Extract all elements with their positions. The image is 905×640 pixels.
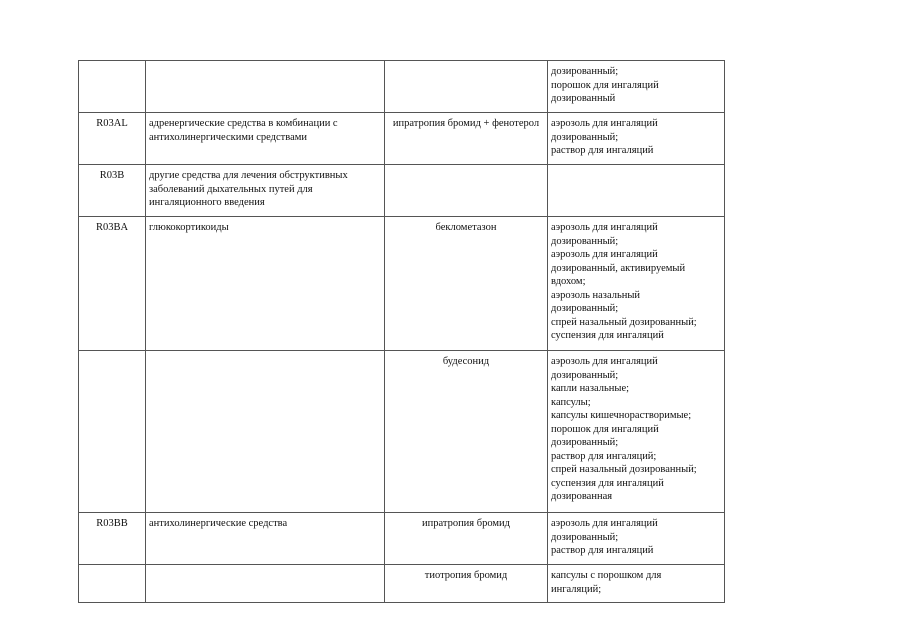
dosage-form-line: спрей назальный дозированный;: [551, 464, 697, 475]
dosage-form-line: спрей назальный дозированный;: [551, 316, 697, 328]
dosage-form-line: капсулы;: [551, 396, 591, 408]
dosage-form-line: дозированный;: [551, 303, 619, 314]
group-name-cell: [146, 351, 385, 513]
dosage-form-line: вдохом;: [551, 276, 586, 287]
drug-name-cell: [385, 165, 548, 217]
table-row: [79, 513, 725, 565]
dosage-form-cell: [548, 165, 725, 217]
dosage-form-line: дозированный;: [551, 369, 619, 381]
drug-name-cell: ипратропия бромид: [385, 513, 548, 565]
drug-name-cell: беклометазон: [385, 217, 548, 351]
dosage-form-line: аэрозоль для ингаляций: [551, 249, 658, 260]
dosage-form-cell: [548, 513, 725, 565]
drug-name-cell: ипратропия бромид + фенотерол: [385, 113, 548, 165]
group-name-cell: [146, 565, 385, 603]
table-row: [79, 565, 725, 603]
group-name-cell: адренергические средства в комбинации с антихолинергическими средствами: [146, 113, 385, 165]
group-name-cell: антихолинергические средства: [146, 513, 385, 565]
atc-code-cell: [79, 61, 146, 113]
atc-code-cell: R03BB: [79, 513, 146, 565]
dosage-form-line: раствор для ингаляций;: [551, 450, 657, 462]
group-name-cell: другие средства для лечения обструктивных заболеваний дыхательных путей для ингаляционного введения: [146, 165, 385, 217]
drug-name-cell: будесонид: [385, 351, 548, 513]
dosage-form-cell: [548, 61, 725, 113]
dosage-form-cell: [548, 565, 725, 603]
dosage-form-cell: [548, 351, 725, 513]
dosage-form-line: суспензия для ингаляций: [551, 477, 664, 489]
dosage-form-line: дозированная: [551, 491, 613, 502]
dosage-form-line: ингаляций;: [551, 583, 602, 595]
table-row: [79, 61, 725, 113]
dosage-form-line: дозированный: [551, 93, 616, 104]
atc-code-cell: [79, 565, 146, 603]
dosage-form-line: капсулы с порошком для: [551, 570, 662, 581]
drug-name-cell: [385, 61, 548, 113]
table-row: [79, 113, 725, 165]
dosage-form-line: раствор для ингаляций: [551, 145, 654, 156]
drug-name-cell: тиотропия бромид: [385, 565, 548, 603]
dosage-form-line: дозированный;: [551, 235, 619, 247]
dosage-form-line: дозированный;: [551, 437, 619, 448]
dosage-form-line: капсулы кишечнорастворимые;: [551, 410, 692, 421]
dosage-form-line: раствор для ингаляций: [551, 545, 654, 556]
dosage-form-line: аэрозоль для ингаляций: [551, 118, 658, 129]
table-row: [79, 165, 725, 217]
dosage-form-line: аэрозоль для ингаляций: [551, 356, 658, 367]
dosage-form-line: дозированный, активируемый: [551, 262, 686, 274]
atc-code-cell: R03BA: [79, 217, 146, 351]
table-row: [79, 217, 725, 351]
dosage-form-line: дозированный;: [551, 66, 619, 77]
dosage-form-line: капли назальные;: [551, 383, 630, 394]
group-name-cell: глюкокортикоиды: [146, 217, 385, 351]
dosage-form-line: порошок для ингаляций: [551, 423, 659, 435]
drug-classification-table: [78, 60, 725, 603]
dosage-form-line: аэрозоль для ингаляций: [551, 222, 658, 233]
group-name-cell: [146, 61, 385, 113]
atc-code-cell: [79, 351, 146, 513]
dosage-form-line: дозированный;: [551, 531, 619, 543]
table-row: [79, 351, 725, 513]
dosage-form-cell: [548, 113, 725, 165]
dosage-form-line: аэрозоль назальный: [551, 289, 641, 301]
dosage-form-line: дозированный;: [551, 131, 619, 143]
dosage-form-line: аэрозоль для ингаляций: [551, 518, 658, 529]
dosage-form-line: суспензия для ингаляций: [551, 330, 664, 341]
atc-code-cell: R03AL: [79, 113, 146, 165]
dosage-form-line: порошок для ингаляций: [551, 79, 659, 91]
dosage-form-cell: [548, 217, 725, 351]
atc-code-cell: R03B: [79, 165, 146, 217]
